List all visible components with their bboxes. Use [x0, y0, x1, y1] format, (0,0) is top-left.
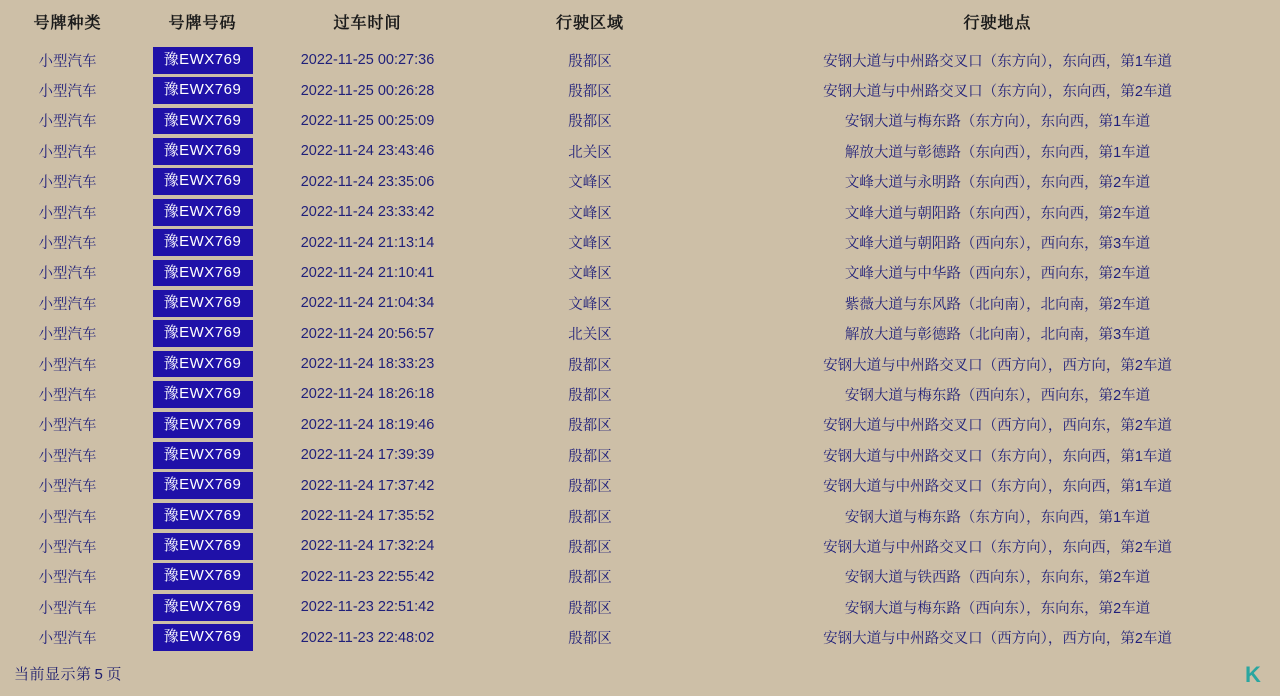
- cell-plate-type: 小型汽车: [38, 144, 97, 161]
- plate-badge-wrapper: [135, 47, 270, 74]
- cell-pass-time: 2022-11-24 17:39:39: [300, 447, 435, 464]
- table-row: [0, 288, 1280, 318]
- cell-pass-time: 2022-11-23 22:48:02: [300, 629, 435, 646]
- cell-location: 文峰大道与永明路（东向西），东向西，第2车道: [844, 175, 1151, 192]
- cell-location: 安钢大道与中州路交叉口（西方向），西方向，第2车道: [823, 357, 1172, 374]
- cell-area: 殷都区: [568, 539, 612, 556]
- cell-plate-type: 小型汽车: [38, 53, 97, 70]
- table-row: [0, 197, 1280, 227]
- cell-plate-type: 小型汽车: [38, 114, 97, 131]
- table-body: [0, 45, 1280, 653]
- cell-plate-type: 小型汽车: [38, 387, 97, 404]
- cell-pass-time: 2022-11-25 00:25:09: [300, 112, 435, 129]
- cell-plate-number: [135, 75, 270, 105]
- cell-plate-type: 小型汽车: [38, 84, 97, 101]
- table-row: [0, 45, 1280, 75]
- table-row: [0, 470, 1280, 500]
- plate-badge: 豫EWX769: [153, 108, 253, 135]
- cell-location: 文峰大道与朝阳路（东向西），东向西，第2车道: [844, 205, 1151, 222]
- cell-area: 殷都区: [568, 418, 612, 435]
- cell-plate-number: [135, 501, 270, 531]
- cell-pass-time: 2022-11-24 18:19:46: [300, 416, 435, 433]
- cell-pass-time: 2022-11-24 23:33:42: [300, 204, 435, 221]
- cell-area: 文峰区: [568, 175, 612, 192]
- cell-plate-number: [135, 227, 270, 257]
- table-row: [0, 349, 1280, 379]
- plate-badge: 豫EWX769: [153, 533, 253, 560]
- cell-plate-number: [135, 197, 270, 227]
- cell-area: 殷都区: [568, 631, 612, 648]
- cell-area: 北关区: [568, 327, 612, 344]
- plate-badge: 豫EWX769: [153, 229, 253, 256]
- plate-badge: 豫EWX769: [153, 442, 253, 469]
- table-row: [0, 136, 1280, 166]
- cell-plate-number: [135, 562, 270, 592]
- plate-badge-wrapper: [135, 533, 270, 560]
- cell-plate-type: 小型汽车: [38, 236, 97, 253]
- plate-badge: 豫EWX769: [153, 168, 253, 195]
- cell-location: 安钢大道与中州路交叉口（东方向），东向西，第1车道: [823, 53, 1172, 70]
- cell-pass-time: 2022-11-24 17:32:24: [300, 538, 435, 555]
- cell-location: 解放大道与彰德路（北向南），北向南，第3车道: [844, 327, 1151, 344]
- plate-badge-wrapper: [135, 290, 270, 317]
- plate-badge-wrapper: [135, 199, 270, 226]
- plate-badge: 豫EWX769: [153, 77, 253, 104]
- column-header-pass-time: 过车时间: [333, 15, 402, 32]
- cell-plate-number: [135, 592, 270, 622]
- cell-area: 殷都区: [568, 448, 612, 465]
- cell-area: 文峰区: [568, 236, 612, 253]
- plate-badge: 豫EWX769: [153, 290, 253, 317]
- cell-location: 安钢大道与梅东路（西向东），东向东，第2车道: [844, 600, 1151, 617]
- plate-badge-wrapper: [135, 563, 270, 590]
- cell-plate-number: [135, 470, 270, 500]
- table-row: [0, 501, 1280, 531]
- plate-badge: 豫EWX769: [153, 381, 253, 408]
- plate-badge-wrapper: [135, 381, 270, 408]
- cell-location: 安钢大道与铁西路（西向东），东向东，第2车道: [844, 570, 1151, 587]
- table-row: [0, 622, 1280, 652]
- cell-area: 殷都区: [568, 357, 612, 374]
- table-header: [0, 0, 1280, 45]
- cell-plate-number: [135, 622, 270, 652]
- cell-plate-number: [135, 379, 270, 409]
- plate-badge: 豫EWX769: [153, 563, 253, 590]
- plate-badge-wrapper: [135, 624, 270, 651]
- cell-area: 文峰区: [568, 296, 612, 313]
- plate-badge: 豫EWX769: [153, 351, 253, 378]
- plate-badge-wrapper: [135, 320, 270, 347]
- cell-location: 安钢大道与中州路交叉口（东方向），东向西，第2车道: [823, 539, 1172, 556]
- cell-plate-type: 小型汽车: [38, 631, 97, 648]
- page-indicator: [14, 663, 122, 684]
- cell-area: 殷都区: [568, 53, 612, 70]
- column-header-plate-type: 号牌种类: [33, 15, 102, 32]
- cell-pass-time: 2022-11-24 23:43:46: [300, 143, 435, 160]
- cell-plate-number: [135, 319, 270, 349]
- plate-badge: 豫EWX769: [153, 138, 253, 165]
- plate-badge: 豫EWX769: [153, 47, 253, 74]
- cell-location: 安钢大道与中州路交叉口（东方向），东向西，第2车道: [823, 84, 1172, 101]
- cell-area: 殷都区: [568, 114, 612, 131]
- column-header-plate-number: 号牌号码: [168, 15, 237, 32]
- cell-plate-number: [135, 531, 270, 561]
- plate-badge-wrapper: [135, 412, 270, 439]
- cell-pass-time: 2022-11-25 00:26:28: [300, 82, 435, 99]
- table-row: [0, 75, 1280, 105]
- plate-badge-wrapper: [135, 260, 270, 287]
- cell-location: 安钢大道与中州路交叉口（东方向），东向西，第1车道: [823, 479, 1172, 496]
- plate-badge: 豫EWX769: [153, 412, 253, 439]
- cell-plate-type: 小型汽车: [38, 600, 97, 617]
- cell-plate-type: 小型汽车: [38, 357, 97, 374]
- cell-plate-number: [135, 288, 270, 318]
- cell-pass-time: 2022-11-24 20:56:57: [300, 325, 435, 342]
- cell-plate-number: [135, 136, 270, 166]
- plate-badge-wrapper: [135, 168, 270, 195]
- plate-badge-wrapper: [135, 472, 270, 499]
- table-row: [0, 531, 1280, 561]
- table-row: [0, 319, 1280, 349]
- cell-pass-time: 2022-11-23 22:51:42: [300, 599, 435, 616]
- cell-plate-number: [135, 106, 270, 136]
- plate-badge: 豫EWX769: [153, 320, 253, 347]
- table-row: [0, 167, 1280, 197]
- plate-badge-wrapper: [135, 138, 270, 165]
- cell-location: 文峰大道与中华路（西向东），西向东，第2车道: [844, 266, 1151, 283]
- table-row: [0, 592, 1280, 622]
- cell-area: 殷都区: [568, 509, 612, 526]
- cell-plate-type: 小型汽车: [38, 205, 97, 222]
- cell-area: 殷都区: [568, 570, 612, 587]
- plate-badge-wrapper: [135, 351, 270, 378]
- cell-pass-time: 2022-11-25 00:27:36: [300, 52, 435, 69]
- plate-badge-wrapper: [135, 442, 270, 469]
- cell-pass-time: 2022-11-24 21:10:41: [300, 264, 435, 281]
- cell-plate-type: 小型汽车: [38, 539, 97, 556]
- cell-area: 北关区: [568, 144, 612, 161]
- cell-plate-type: 小型汽车: [38, 175, 97, 192]
- cell-pass-time: 2022-11-24 21:04:34: [300, 295, 435, 312]
- cell-plate-type: 小型汽车: [38, 418, 97, 435]
- table-row: [0, 440, 1280, 470]
- column-header-area: 行驶区域: [555, 15, 624, 32]
- cell-plate-type: 小型汽车: [38, 509, 97, 526]
- app-watermark-icon: K: [1245, 662, 1261, 687]
- plate-badge-wrapper: [135, 594, 270, 621]
- cell-pass-time: 2022-11-24 21:13:14: [300, 234, 435, 251]
- table-row: [0, 106, 1280, 136]
- cell-area: 殷都区: [568, 84, 612, 101]
- cell-pass-time: 2022-11-23 22:55:42: [300, 568, 435, 585]
- table-row: [0, 379, 1280, 409]
- cell-pass-time: 2022-11-24 17:37:42: [300, 477, 435, 494]
- cell-area: 殷都区: [568, 479, 612, 496]
- cell-pass-time: 2022-11-24 18:26:18: [300, 386, 435, 403]
- cell-plate-number: [135, 45, 270, 75]
- cell-area: 殷都区: [568, 387, 612, 404]
- table-row: [0, 562, 1280, 592]
- cell-plate-number: [135, 349, 270, 379]
- cell-location: 安钢大道与梅东路（东方向），东向西，第1车道: [844, 114, 1151, 131]
- cell-location: 安钢大道与中州路交叉口（西方向），西向东，第2车道: [823, 418, 1172, 435]
- plate-badge: 豫EWX769: [153, 199, 253, 226]
- cell-plate-type: 小型汽车: [38, 570, 97, 587]
- cell-pass-time: 2022-11-24 23:35:06: [300, 173, 435, 190]
- page-indicator-number: 5: [94, 666, 104, 683]
- cell-plate-number: [135, 258, 270, 288]
- cell-plate-number: [135, 410, 270, 440]
- column-header-location: 行驶地点: [963, 15, 1032, 32]
- cell-location: 紫薇大道与东风路（北向南），北向南，第2车道: [844, 296, 1151, 313]
- table-row: [0, 410, 1280, 440]
- cell-plate-type: 小型汽车: [38, 448, 97, 465]
- cell-location: 安钢大道与梅东路（东方向），东向西，第1车道: [844, 509, 1151, 526]
- cell-plate-type: 小型汽车: [38, 479, 97, 496]
- cell-plate-type: 小型汽车: [38, 296, 97, 313]
- cell-location: 文峰大道与朝阳路（西向东），西向东，第3车道: [844, 236, 1151, 253]
- plate-badge: 豫EWX769: [153, 260, 253, 287]
- table-row: [0, 227, 1280, 257]
- cell-pass-time: 2022-11-24 18:33:23: [300, 356, 435, 373]
- plate-badge-wrapper: [135, 503, 270, 530]
- plate-badge: 豫EWX769: [153, 624, 253, 651]
- cell-area: 文峰区: [568, 266, 612, 283]
- page-indicator-prefix: 当前显示第: [14, 666, 92, 683]
- cell-location: 安钢大道与中州路交叉口（西方向），西方向，第2车道: [823, 631, 1172, 648]
- table-row: [0, 258, 1280, 288]
- cell-location: 解放大道与彰德路（东向西），东向西，第1车道: [844, 144, 1151, 161]
- cell-plate-number: [135, 167, 270, 197]
- cell-area: 殷都区: [568, 600, 612, 617]
- plate-badge: 豫EWX769: [153, 472, 253, 499]
- plate-badge-wrapper: [135, 229, 270, 256]
- cell-plate-type: 小型汽车: [38, 327, 97, 344]
- plate-badge: 豫EWX769: [153, 594, 253, 621]
- plate-badge-wrapper: [135, 108, 270, 135]
- page-indicator-suffix: 页: [106, 666, 122, 683]
- cell-plate-number: [135, 440, 270, 470]
- cell-area: 文峰区: [568, 205, 612, 222]
- cell-pass-time: 2022-11-24 17:35:52: [300, 508, 435, 525]
- cell-plate-type: 小型汽车: [38, 266, 97, 283]
- table-header-row: [0, 0, 1280, 45]
- cell-location: 安钢大道与中州路交叉口（东方向），东向西，第1车道: [823, 448, 1172, 465]
- plate-badge: 豫EWX769: [153, 503, 253, 530]
- plate-badge-wrapper: [135, 77, 270, 104]
- cell-location: 安钢大道与梅东路（西向东），西向东，第2车道: [844, 387, 1151, 404]
